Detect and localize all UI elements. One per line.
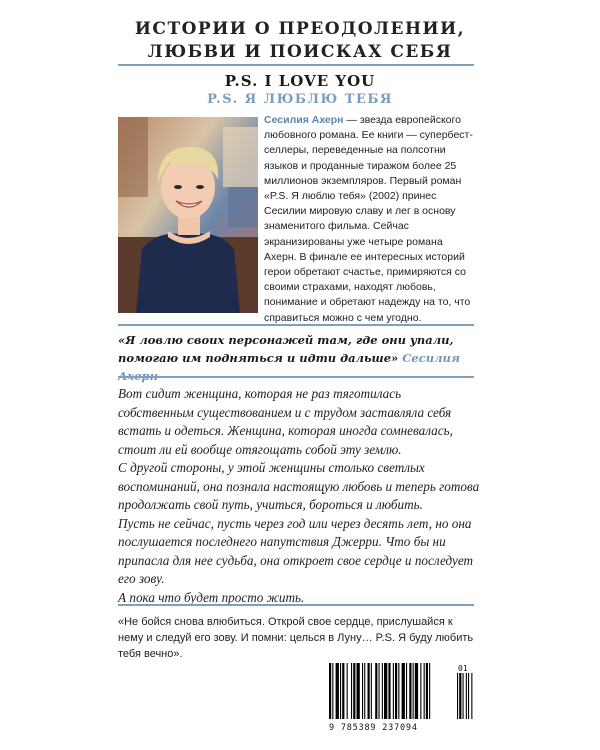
back-quote: «Не бойся снова влюбиться. Открой свое сердце, прислушайся к нему и следуй его зову. И помни: целься в Луну… P.S. Я буду любить тебя вечно». (118, 616, 474, 660)
story-paragraph: С другой стороны, у этой женщины столько светлых воспоминаний, она познала настоящую любовь и теперь готова продолжать свой путь, учиться, бороться и любить. (118, 460, 480, 512)
divider-quote (118, 376, 474, 378)
barcode-bar (375, 663, 377, 719)
story-paragraph: А пока что будет просто жить. (118, 589, 305, 605)
series-title-line-2: ЛЮБВИ И ПОИСКАХ СЕБЯ (147, 42, 453, 62)
barcode-addon-bar (463, 673, 464, 719)
barcode-bar (336, 663, 339, 719)
divider-top (118, 64, 474, 66)
barcode-bar (351, 663, 352, 719)
divider-bio (118, 324, 474, 326)
barcode-bars (323, 661, 480, 723)
barcode-addon-bar (466, 673, 467, 719)
barcode-bar (353, 663, 355, 719)
barcode-addon-bar (471, 673, 472, 719)
author-quote-attribution: Сесилия (402, 351, 461, 365)
barcode-bar (413, 663, 414, 719)
barcode-bar (384, 663, 387, 719)
barcode-bar (388, 663, 390, 719)
barcode-bar (426, 663, 428, 719)
barcode-addon-bar (459, 673, 461, 719)
bio-author-name: Сесилия Ахерн (264, 114, 344, 126)
barcode-bar (402, 663, 405, 719)
barcode-bar (332, 663, 333, 719)
barcode-bar (409, 663, 411, 719)
series-title (0, 18, 600, 64)
barcode-bar (393, 663, 394, 719)
author-portrait-image (118, 117, 258, 313)
barcode-addon-bar (468, 673, 469, 719)
barcode-bar (420, 663, 421, 719)
barcode-bar (368, 663, 370, 719)
barcode-bar (342, 663, 344, 719)
barcode-addon-bar (457, 673, 458, 719)
barcode-bar (398, 663, 399, 719)
book-title-ru: P.S. Я ЛЮБЛЮ ТЕБЯ (207, 92, 393, 107)
barcode-bar (395, 663, 397, 719)
barcode-bar (371, 663, 372, 719)
barcode-bar (362, 663, 363, 719)
barcode-addon: 01 (458, 664, 468, 673)
divider-story (118, 604, 474, 606)
author-quote-text: «Я ловлю своих персонажей там, где они упали, помогаю им подняться и идти дальше» (118, 333, 454, 365)
story-paragraph: Вот сидит женщина, которая не раз тяготилась собственным существованием и с трудом заставляла себя встать и одеться. Женщина, которая иногда сомневалась, стоит ли ей вообще отягощать собой эту землю. (118, 386, 453, 457)
author-bio (264, 113, 476, 326)
barcode-bar (406, 663, 407, 719)
barcode-bar (429, 663, 430, 719)
barcode-bar (340, 663, 341, 719)
story-blurb (118, 385, 480, 607)
barcode-bar (424, 663, 425, 719)
barcode-bar (357, 663, 360, 719)
barcode-digits: 9 785389 237094 (329, 723, 418, 733)
barcode-bar (379, 663, 380, 719)
bio-text: — звезда европейского любовного романа. Ее книги — супербест-селлеры, переведенные на полсотни языков и проданные тиражом более 25 миллионов экземпляров. Первый роман «P.S. Я люблю тебя» (2002) принес Сесилии мировую славу и лег в основу знаменитого фильма. Сейчас экранизированы уже четыре романа Ахерн. В финале ее интересных историй герои обретают счастье, примиряются со своими страхами, находят любовь, понимание и обретают надежду на то, что справиться можно с чем угодно. (264, 114, 473, 324)
author-photo (118, 117, 258, 313)
barcode-bar (382, 663, 383, 719)
barcode-bar (415, 663, 418, 719)
barcode-bar (347, 663, 348, 719)
barcode-bar (364, 663, 365, 719)
barcode-bar (329, 663, 331, 719)
book-title-en: P.S. I LOVE YOU (224, 72, 376, 90)
story-paragraph: Пусть не сейчас, пусть через год или через десять лет, но она послушается последнего напутствия Джерри. Что бы ни припасла для нее судьба, она откроет свое сердце и последует его зову. (118, 515, 474, 586)
series-title-line-1: ИСТОРИИ О ПРЕОДОЛЕНИИ, (134, 19, 466, 39)
